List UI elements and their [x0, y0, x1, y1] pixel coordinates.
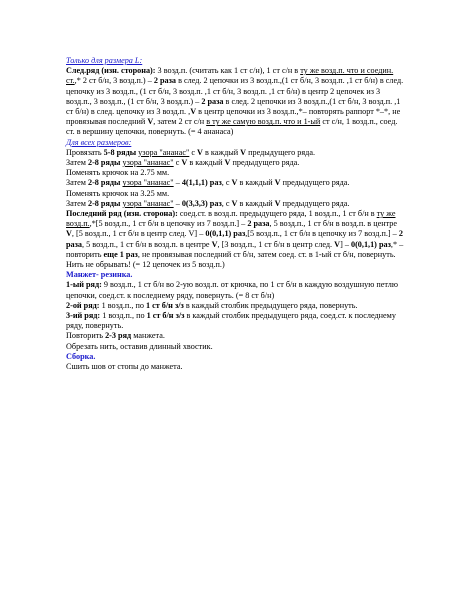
heading-assembly: Сборка.	[66, 351, 96, 361]
text-run: с	[189, 147, 198, 157]
paragraph-hook-325: Поменять крючок на 3.25 мм.	[66, 188, 170, 198]
text-run: 2-8 ряды	[87, 158, 121, 168]
text-run: –	[173, 178, 182, 188]
text-run: 0(3,3,3) раз	[181, 198, 222, 208]
text-run: Повторить	[66, 331, 106, 341]
text-run: ст с/н, 1 возд.п., соед. ст. в вершину цепочки, повернуть. (= 4 ананаса)	[66, 117, 398, 137]
text-run: 5-8 ряды	[103, 147, 137, 157]
text-run: манжета.	[131, 331, 165, 341]
text-run: , 5 возд.п., 1 ст б/н в возд.п. в центре	[82, 239, 212, 249]
text-run: в каждый столбик предыдущего ряда, соед.ст. к последнему ряду, повернуть.	[66, 311, 396, 331]
text-run: , затем 2 ст с/н	[153, 117, 207, 127]
paragraph-rows-5-8	[66, 148, 406, 158]
text-run: в ту же самую возд.п. что и 1-ый	[206, 117, 321, 127]
text-run: , с	[221, 198, 232, 208]
text-run: 1 возд.п., по	[100, 311, 147, 321]
paragraph-last-row	[66, 209, 406, 270]
text-run: 1 ст б/н з/з	[145, 300, 184, 310]
text-run: , [3 возд.п., 1 ст б/н в центр след.	[217, 239, 335, 249]
text-run: 2-8 ряды	[87, 178, 121, 188]
text-run: узора "ананас"	[122, 158, 174, 168]
text-run: предыдущего ряда.	[230, 158, 300, 168]
text-run: в каждый	[237, 178, 275, 188]
text-run: 1-ый ряд:	[66, 280, 102, 290]
document-page	[66, 56, 406, 372]
text-run: Затем	[66, 158, 88, 168]
text-run: 2 раза	[201, 96, 224, 106]
text-run: V	[197, 147, 203, 157]
text-run: в каждый	[237, 198, 275, 208]
heading-size-l: Только для размера L:	[66, 56, 143, 65]
text-run: с	[173, 158, 182, 168]
text-run: в центр цепочки из 3 возд.п.,*– повторять раппорт *–*, не провязывая последний	[66, 107, 401, 127]
text-run: предыдущего ряда.	[280, 198, 350, 208]
text-run: в каждый столбик предыдущего ряда, повернуть.	[183, 300, 358, 310]
text-run: предыдущего ряда.	[280, 178, 350, 188]
heading-cuff: Манжет- резинка.	[66, 270, 133, 280]
text-run: 2 раза	[66, 229, 403, 249]
paragraph-hook-275: Поменять крючок на 2.75 мм.	[66, 168, 170, 178]
text-run: Затем	[66, 198, 88, 208]
text-run: ,* 2 ст б/н, 3 возд.п.) –	[74, 76, 154, 86]
paragraph-rows-2-8	[66, 158, 406, 168]
text-run: узора "ананас"	[122, 178, 174, 188]
text-run: Последний ряд (изн. сторона):	[66, 209, 178, 219]
text-run: ту же возд.п.	[66, 209, 396, 229]
text-run: V	[274, 198, 281, 208]
text-run: V	[190, 107, 197, 117]
text-run: , с	[221, 178, 232, 188]
text-run: , не провязывая последний ст б/н, затем соед. ст. в 1-ый ст б/н, повернуть. Нить не обрывать! (= 12 цепочек из 5 возд.п.)	[66, 249, 396, 270]
heading-all-sizes: Для всех размеров:	[66, 137, 132, 147]
text-run: 2 раза	[153, 76, 177, 86]
text-run: 2-3 ряд	[105, 331, 132, 341]
text-run: ] –	[340, 239, 351, 249]
text-run: 2-8 ряды	[87, 198, 121, 208]
text-run: ту же возд.п. что и соедин. ст.	[66, 66, 394, 86]
text-run: 3-ий ряд:	[66, 311, 101, 321]
text-run: 3 возд.п. (считать как 1 ст с/н), 1 ст с/н в	[155, 66, 301, 76]
text-run: соед.ст. в возд.п. предыдущего ряда, 1 возд.п., 1 ст б/н в	[177, 209, 377, 219]
text-run: в каждый	[187, 158, 225, 168]
text-run: Провязать	[66, 147, 104, 157]
paragraph-cut-yarn: Обрезать нить, оставив длинный хвостик.	[66, 341, 213, 351]
text-run: , [5 возд.п., 1 ст б/н в центр след. V] –	[71, 229, 206, 239]
text-run: в каждый	[202, 147, 241, 157]
text-run: V	[231, 178, 238, 188]
text-run: в след. 2 цепочки из 3 возд.п.,(1 ст б/н, 3 возд.п. ,1 ст б/н) в след. цепочку из 3 возд.п., (1 ст б/н, 3 возд.п. ,1 ст б/н, 3 возд.п. ,1 ст б/н) в центр 2 цепочек из 3 возд.п., 3 возд.п., (1 ст б/н, 3 возд.п.) –	[66, 76, 404, 106]
text-run: узора "ананас"	[122, 198, 174, 208]
paragraph-repeat-rows	[66, 331, 406, 341]
text-run: узора "ананас"	[138, 147, 190, 157]
text-run: ,*[5 возд.п., 1 ст б/н в цепочку из 7 возд.п.] –	[89, 219, 248, 229]
text-run: V	[240, 147, 247, 157]
text-run: 2 раза	[247, 219, 270, 229]
text-run: V	[66, 229, 72, 239]
paragraph-rows-2-8-repeat-0	[66, 199, 406, 209]
text-run: V	[274, 178, 281, 188]
text-run: ,* – повторить	[66, 239, 404, 259]
text-run: 1 ст б/н з/з	[146, 311, 185, 321]
paragraph-next-row	[66, 66, 406, 137]
paragraph-sew-seam: Сшить шов от стопы до манжета.	[66, 362, 183, 372]
text-run: 0(0,1,1) раз	[350, 239, 391, 249]
text-run: V	[181, 158, 188, 168]
text-run: в след. 2 цепочки из 3 возд.п.,(1 ст б/н, 3 возд.п. ,1 ст б/н) в след. цепочку из 3 возд.п. ,	[66, 96, 401, 117]
paragraph-cuff-row-3	[66, 311, 406, 331]
text-run: След.ряд (изн. сторона):	[66, 66, 156, 76]
text-run: 1 возд.п., по	[99, 300, 146, 310]
paragraph-cuff-row-2	[66, 301, 406, 311]
text-run: V	[224, 158, 231, 168]
text-run: ,[5 возд.п., 1 ст б/н в цепочку из 7 возд.п.] –	[245, 229, 399, 239]
text-run: еще 1 раз	[103, 249, 138, 259]
paragraph-rows-2-8-repeat-4	[66, 178, 406, 188]
text-run: Затем	[66, 178, 88, 188]
text-run: 2-ой ряд:	[66, 300, 100, 310]
text-run: , 5 возд.п., 1 ст б/н в возд.п. в центре	[269, 219, 398, 229]
text-run: V	[211, 239, 218, 249]
text-run: 4(1,1,1) раз	[181, 178, 222, 188]
text-run: –	[173, 198, 182, 208]
text-run: V	[231, 198, 238, 208]
text-run: 9 возд.п., 1 ст б/н во 2-ую возд.п. от крючка, по 1 ст б/н в каждую воздушную петлю цепочки, соед.ст. к последнему ряду, повернуть. (= 8 ст б/н)	[66, 280, 398, 300]
text-run: предыдущего ряда.	[246, 147, 316, 157]
text-run: V	[147, 117, 154, 127]
text-run: V	[334, 239, 341, 249]
text-run: 0(0,1,1) раз	[205, 229, 246, 239]
paragraph-cuff-row-1	[66, 280, 406, 300]
